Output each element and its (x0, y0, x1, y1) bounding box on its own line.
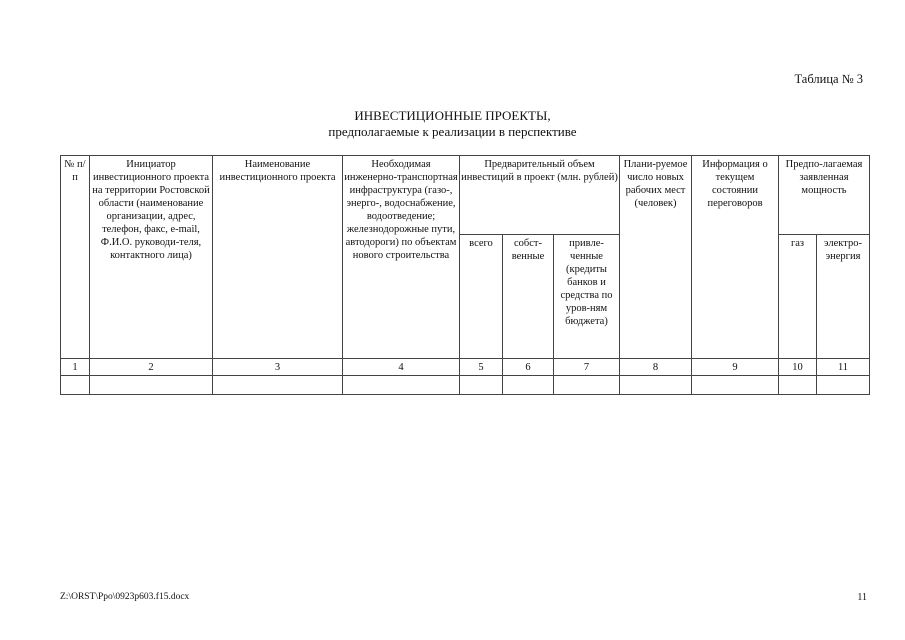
empty-cell (779, 376, 817, 395)
title-line-2: предполагаемые к реализации в перспективе (328, 124, 577, 139)
column-number-cell: 9 (692, 359, 779, 376)
header-cell-workplaces: Плани-руемое число новых рабочих мест (человек) (620, 156, 692, 359)
empty-cell (460, 376, 503, 395)
document-title (0, 108, 905, 140)
header-cell-capacity-gas: газ (779, 235, 817, 359)
header-cell-project-name: Наименование инвестиционного проекта (213, 156, 343, 359)
column-number-cell: 7 (554, 359, 620, 376)
column-number-cell: 2 (90, 359, 213, 376)
column-number-cell: 6 (503, 359, 554, 376)
header-cell-infrastructure: Необходимая инженерно-транспортная инфраструктура (газо-, энерго-, водоснабжение, водоотведение; железнодорожные пути, автодороги) по объектам нового строительства (343, 156, 460, 359)
header-cell-capacity-electricity: электро-энергия (817, 235, 870, 359)
column-number-cell: 3 (213, 359, 343, 376)
column-number-cell: 8 (620, 359, 692, 376)
title-line-1: ИНВЕСТИЦИОННЫЕ ПРОЕКТЫ, (354, 108, 551, 123)
empty-cell (692, 376, 779, 395)
header-cell-investment: Предварительный объем инвестиций в проект (млн. рублей) (460, 156, 620, 235)
header-cell-number: № п/п (61, 156, 90, 359)
header-cell-investment-own: собст-венные (503, 235, 554, 359)
header-cell-investment-attracted: привле-ченные (кредиты банков и средства по уров-ням бюджета) (554, 235, 620, 359)
empty-cell (817, 376, 870, 395)
column-number-cell: 10 (779, 359, 817, 376)
header-cell-investment-total: всего (460, 235, 503, 359)
empty-cell (503, 376, 554, 395)
empty-cell (620, 376, 692, 395)
file-path-footer: Z:\ORST\Ppo\0923p603.f15.docx (60, 592, 190, 602)
empty-cell (554, 376, 620, 395)
empty-cell (343, 376, 460, 395)
header-cell-negotiations: Информация о текущем состоянии переговоров (692, 156, 779, 359)
column-number-cell: 11 (817, 359, 870, 376)
empty-cell (213, 376, 343, 395)
empty-cell (61, 376, 90, 395)
empty-data-row (61, 376, 870, 395)
column-number-cell: 5 (460, 359, 503, 376)
header-cell-initiator: Инициатор инвестиционного проекта на территории Ростовской области (наименование организации, адрес, телефон, факс, e-mail, Ф.И.О. руководи-теля, контактного лица) (90, 156, 213, 359)
table-number-label: Таблица № 3 (794, 72, 863, 86)
header-cell-capacity: Предпо-лагаемая заявленная мощность (779, 156, 870, 235)
page-number: 11 (857, 592, 867, 603)
column-number-cell: 4 (343, 359, 460, 376)
column-number-cell: 1 (61, 359, 90, 376)
empty-cell (90, 376, 213, 395)
investment-projects-table (60, 155, 870, 395)
